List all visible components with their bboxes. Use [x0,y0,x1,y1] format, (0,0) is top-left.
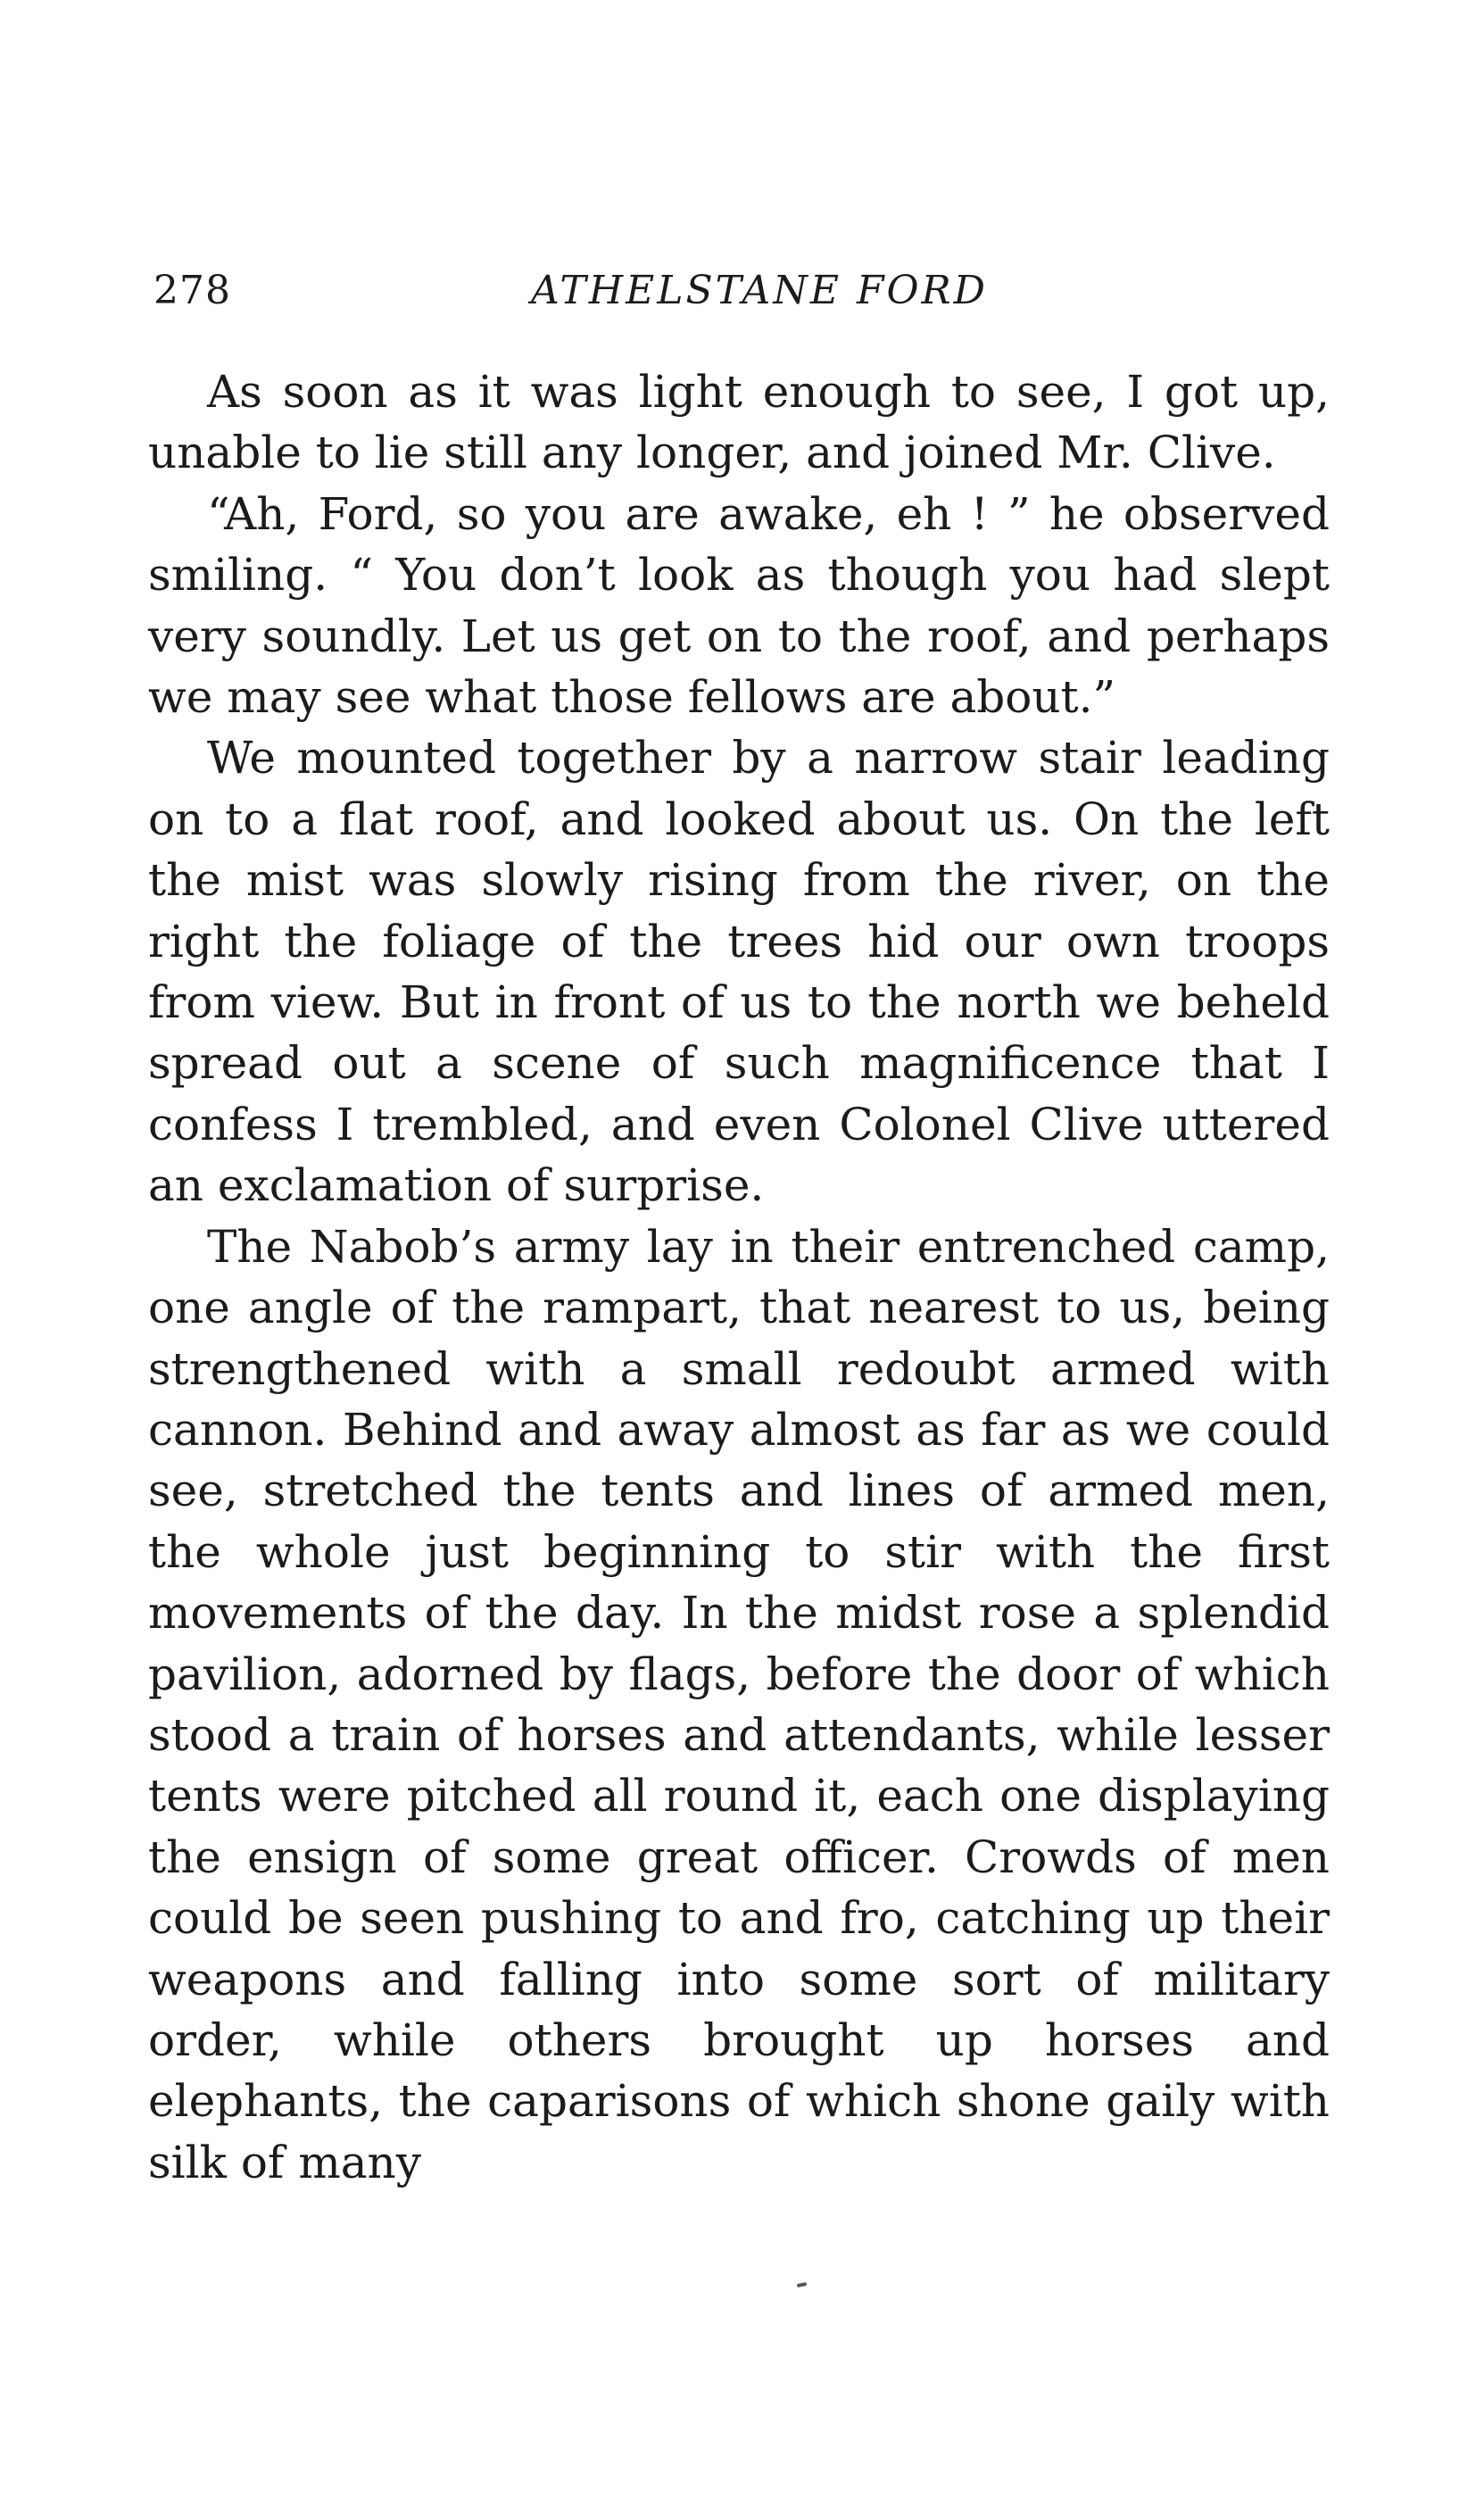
ink-speck [797,2282,808,2287]
running-title: ATHELSTANE FORD [531,268,988,313]
text-body [148,361,1330,2193]
paragraph-3: We mounted together by a narrow stair leading on to a flat roof, and looked about us. On the left the mist was slowly rising from the river, on the right the foliage of the trees hid our own troops from view. But in front of us to the north we beheld spread out a scene of such magnificence that I confess I trembled, and even Colonel Clive uttered an exclamation of surprise. [148,732,1330,1212]
paragraph-4: The Nabob’s army lay in their entrenched camp, one angle of the rampart, that nearest to us, being strengthened with a small redoubt armed with cannon. Behind and away almost as far as we could see, stretched the tents and lines of armed men, the whole just beginning to stir with the first movements of the day. In the midst rose a splendid pavilion, adorned by flags, before the door of which stood a train of horses and attendants, while lesser tents were pitched all round it, each one displaying the ensign of some great officer. Crowds of men could be seen pushing to and fro, catching up their weapons and falling into some sort of military order, while others brought up horses and elephants, the caparisons of which shone gaily with silk of many [148,1220,1330,2188]
paragraph-2: “Ah, Ford, so you are awake, eh ! ” he observed smiling. “ You don’t look as though you had slept very soundly. Let us get on to the roof, and perhaps we may see what those fellows are about.” [148,487,1330,724]
page-number: 278 [153,268,231,313]
running-head [153,264,1330,318]
paragraph-1: As soon as it was light enough to see, I got up, unable to lie still any longer, and joined Mr. Clive. [148,366,1330,479]
